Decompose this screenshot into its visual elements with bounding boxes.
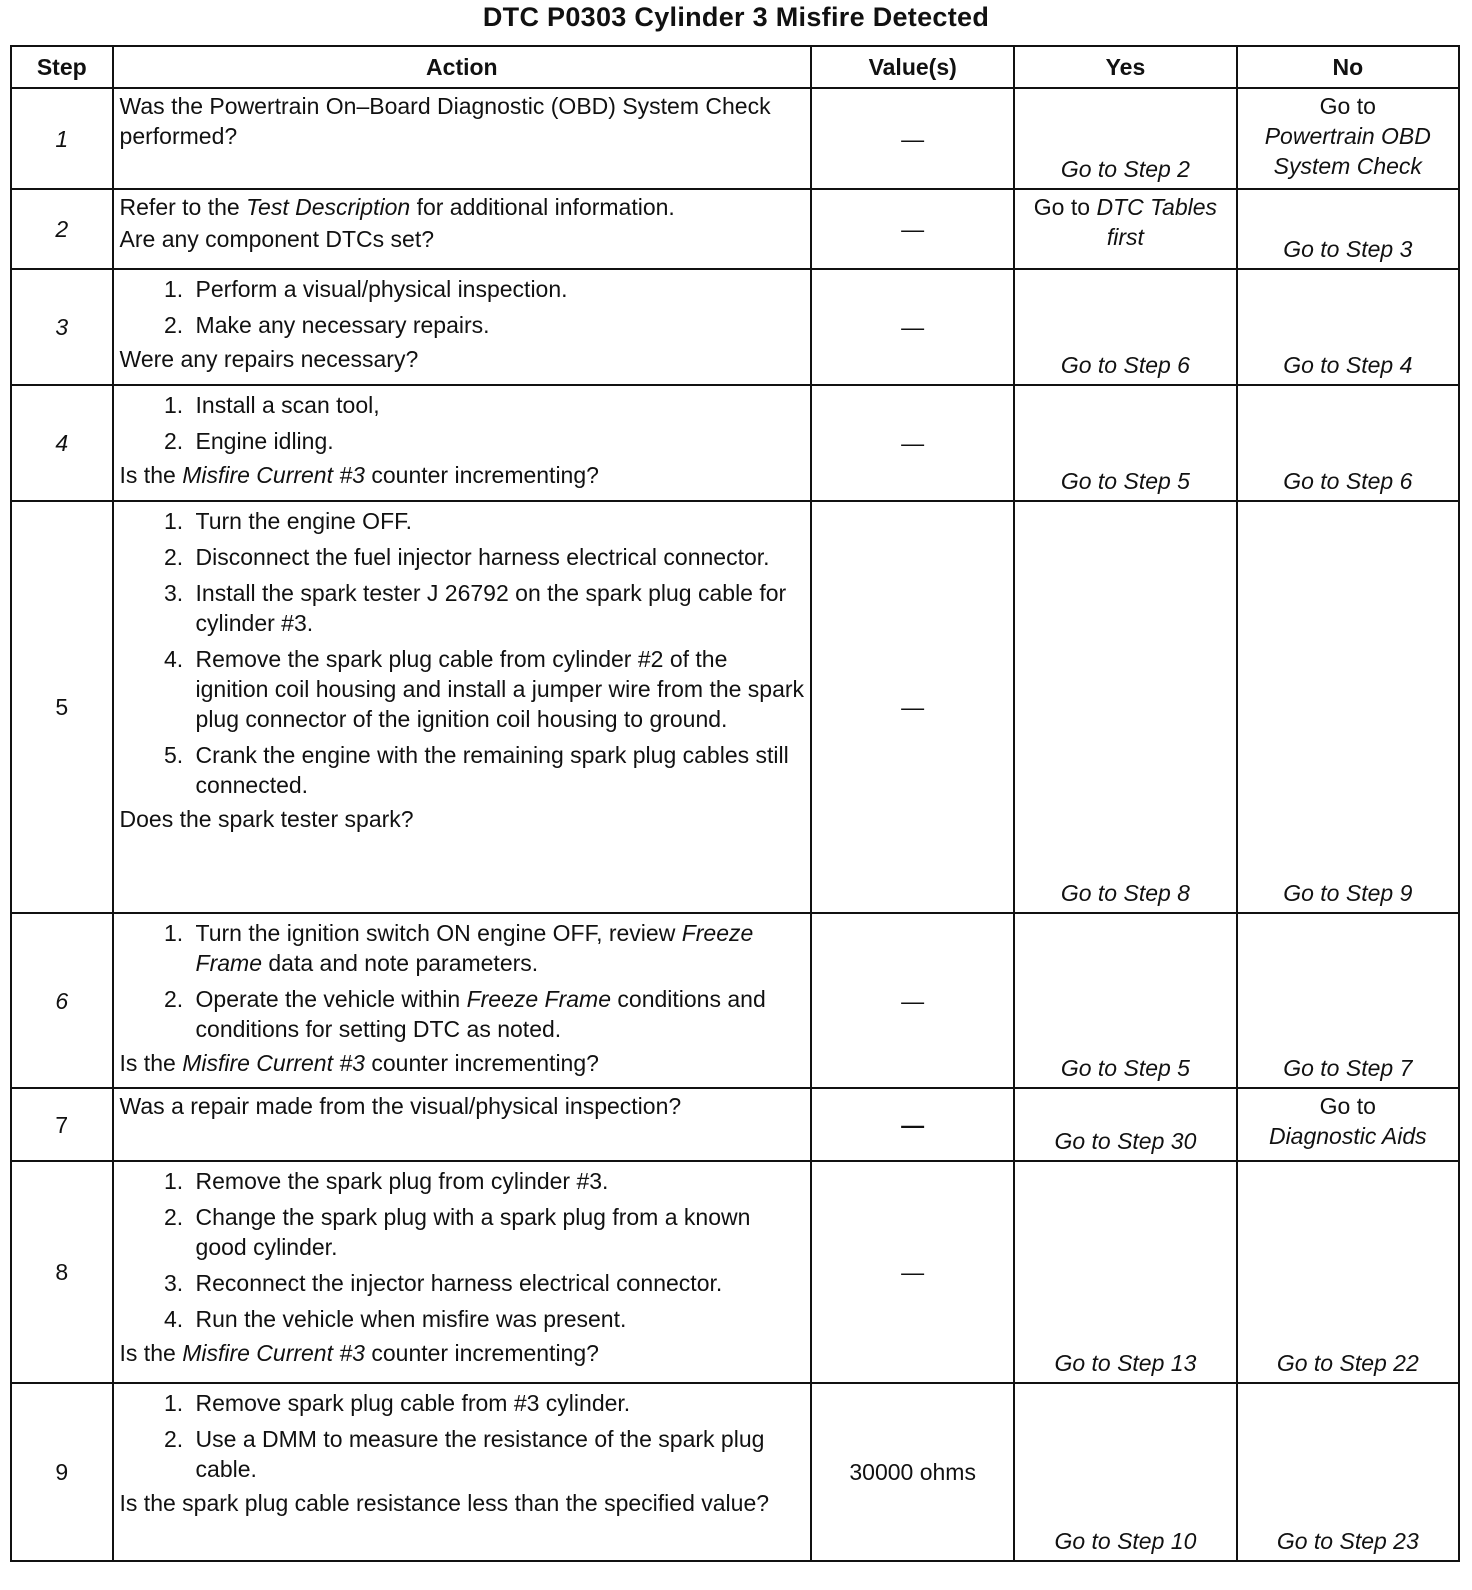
question-post: counter incrementing? — [371, 462, 599, 488]
no-prefix: Go to — [1319, 1093, 1376, 1119]
question-reference: Misfire Current #3 — [182, 462, 365, 488]
action-list — [120, 274, 805, 340]
intro-post: for additional information. — [416, 194, 675, 220]
diagnostic-table — [10, 45, 1460, 1562]
list-item: 4. Remove the spark plug cable from cylinder #2 of the ignition coil housing and install a jumper wire from the spark plug connector of the ignition coil housing to ground. — [190, 644, 805, 734]
action-question: Is the spark plug cable resistance less than the specified value? — [119, 1490, 770, 1516]
intro-pre: Refer to the — [119, 194, 240, 220]
action-list — [120, 506, 805, 800]
action-question: Does the spark tester spark? — [119, 806, 414, 832]
list-item: 4. Run the vehicle when misfire was present. — [190, 1304, 805, 1334]
list-item: 2. Change the spark plug with a spark plug from a known good cylinder. — [190, 1202, 805, 1262]
value-cell: 30000 ohms — [811, 1383, 1014, 1561]
no-cell: Go to Step 4 — [1237, 269, 1459, 385]
table-row — [11, 88, 1459, 189]
list-item: 2. Use a DMM to measure the resistance of the spark plug cable. — [190, 1424, 805, 1484]
question-post: counter incrementing? — [371, 1340, 599, 1366]
table-row — [11, 1161, 1459, 1383]
list-item: 1. Install a scan tool, — [190, 390, 805, 420]
list-item: 5. Crank the engine with the remaining spark plug cables still connected. — [190, 740, 805, 800]
no-cell: Go to Step 9 — [1237, 501, 1459, 913]
table-row — [11, 1088, 1459, 1161]
item-text: Turn the ignition switch ON engine OFF, review — [195, 920, 676, 946]
header-step: Step — [11, 46, 113, 88]
table-row — [11, 1383, 1459, 1561]
header-values: Value(s) — [811, 46, 1014, 88]
yes-cell — [1014, 189, 1236, 269]
value-cell: — — [811, 88, 1014, 189]
value-cell: — — [811, 913, 1014, 1088]
header-row — [11, 46, 1459, 88]
action-question: Are any component DTCs set? — [119, 226, 435, 252]
action-cell — [113, 1383, 812, 1561]
action-question: Were any repairs necessary? — [119, 346, 419, 372]
no-cell: Go to Step 6 — [1237, 385, 1459, 501]
action-cell — [113, 189, 812, 269]
no-cell: Go to Step 3 — [1237, 189, 1459, 269]
value-cell: — — [811, 1088, 1014, 1161]
question-pre: Is the — [119, 1340, 176, 1366]
list-item: 1. Turn the engine OFF. — [190, 506, 805, 536]
question-pre: Is the — [119, 462, 176, 488]
action-question: Was a repair made from the visual/physical inspection? — [119, 1093, 682, 1119]
action-cell — [113, 385, 812, 501]
step-number: 7 — [11, 1088, 113, 1161]
header-no: No — [1237, 46, 1459, 88]
yes-prefix: Go to — [1033, 194, 1091, 220]
list-item — [190, 984, 805, 1044]
list-item: 3. Install the spark tester J 26792 on the spark plug cable for cylinder #3. — [190, 578, 805, 638]
yes-cell: Go to Step 30 — [1014, 1088, 1236, 1161]
step-number: 9 — [11, 1383, 113, 1561]
step-number: 5 — [11, 501, 113, 913]
question-pre: Is the — [119, 1050, 176, 1076]
action-list — [120, 390, 805, 456]
list-item: 1. Remove the spark plug from cylinder #3. — [190, 1166, 805, 1196]
table-row — [11, 501, 1459, 913]
action-question — [120, 460, 805, 490]
table-row — [11, 385, 1459, 501]
no-cell: Go to Step 22 — [1237, 1161, 1459, 1383]
no-reference: Diagnostic Aids — [1268, 1123, 1427, 1149]
item-reference: Freeze Frame — [195, 920, 754, 976]
table-row — [11, 269, 1459, 385]
action-cell — [113, 913, 812, 1088]
action-cell — [113, 1161, 812, 1383]
action-question — [120, 1048, 805, 1078]
item-text: Operate the vehicle within — [195, 986, 461, 1012]
list-item — [190, 918, 805, 978]
action-cell — [113, 88, 812, 189]
header-yes: Yes — [1014, 46, 1236, 88]
action-question — [120, 1338, 805, 1368]
list-item: 3. Reconnect the injector harness electrical connector. — [190, 1268, 805, 1298]
list-item: 1. Perform a visual/physical inspection. — [190, 274, 805, 304]
question-post: counter incrementing? — [371, 1050, 599, 1076]
action-cell — [113, 1088, 812, 1161]
item-text: data and note parameters. — [268, 950, 539, 976]
page-title: DTC P0303 Cylinder 3 Misfire Detected — [482, 2, 990, 32]
action-cell — [113, 501, 812, 913]
list-item: 2. Disconnect the fuel injector harness electrical connector. — [190, 542, 805, 572]
value-cell: — — [811, 189, 1014, 269]
yes-cell: Go to Step 6 — [1014, 269, 1236, 385]
yes-cell: Go to Step 5 — [1014, 913, 1236, 1088]
value-cell: — — [811, 269, 1014, 385]
question-reference: Misfire Current #3 — [182, 1050, 365, 1076]
no-cell: Go to Step 23 — [1237, 1383, 1459, 1561]
value-cell: — — [811, 1161, 1014, 1383]
table-row — [11, 189, 1459, 269]
value-cell: — — [811, 385, 1014, 501]
list-item: 1. Remove spark plug cable from #3 cylinder. — [190, 1388, 805, 1418]
list-item: 2. Make any necessary repairs. — [190, 310, 805, 340]
action-question: Was the Powertrain On–Board Diagnostic (OBD) System Check performed? — [119, 93, 771, 149]
no-cell: Go to Step 7 — [1237, 913, 1459, 1088]
step-number: 1 — [11, 88, 113, 189]
action-list — [120, 1388, 805, 1484]
step-number: 2 — [11, 189, 113, 269]
no-reference: Powertrain OBD System Check — [1264, 123, 1431, 179]
step-number: 4 — [11, 385, 113, 501]
header-action: Action — [113, 46, 812, 88]
yes-cell: Go to Step 13 — [1014, 1161, 1236, 1383]
step-number: 8 — [11, 1161, 113, 1383]
yes-cell: Go to Step 8 — [1014, 501, 1236, 913]
yes-cell: Go to Step 5 — [1014, 385, 1236, 501]
step-number: 6 — [11, 913, 113, 1088]
no-prefix: Go to — [1319, 93, 1376, 119]
item-text: conditions and conditions for setting DTC as noted. — [195, 986, 766, 1042]
yes-reference: DTC Tables first — [1096, 194, 1218, 250]
table-row — [11, 913, 1459, 1088]
question-reference: Misfire Current #3 — [182, 1340, 365, 1366]
value-cell: — — [811, 501, 1014, 913]
action-intro — [120, 192, 805, 222]
action-cell — [113, 269, 812, 385]
yes-cell: Go to Step 2 — [1014, 88, 1236, 189]
yes-cell: Go to Step 10 — [1014, 1383, 1236, 1561]
intro-reference: Test Description — [246, 194, 411, 220]
no-cell — [1237, 1088, 1459, 1161]
action-list — [120, 918, 805, 1044]
step-number: 3 — [11, 269, 113, 385]
no-cell — [1237, 88, 1459, 189]
list-item: 2. Engine idling. — [190, 426, 805, 456]
item-reference: Freeze Frame — [466, 986, 612, 1012]
action-list — [120, 1166, 805, 1334]
